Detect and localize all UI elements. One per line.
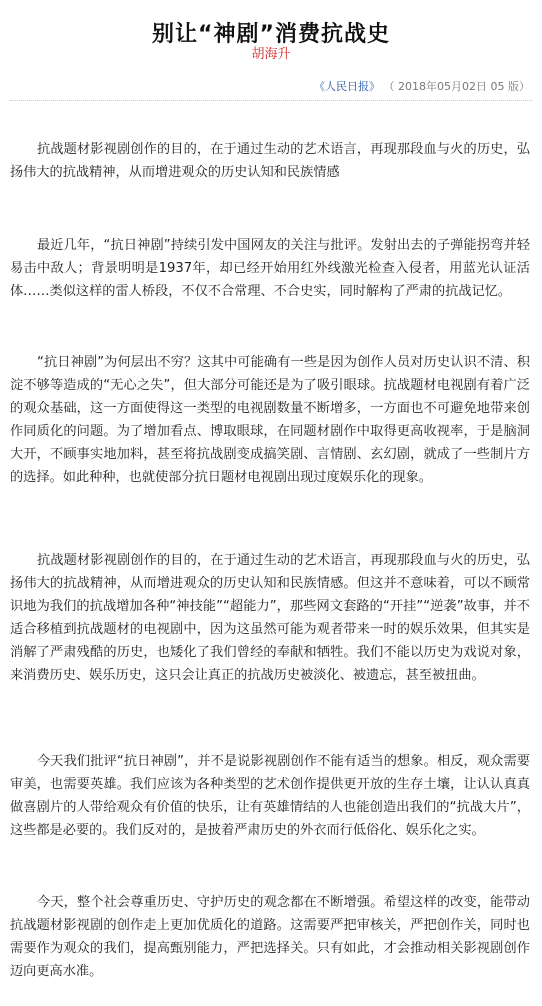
article-paragraph: “抗日神剧”为何层出不穷？这其中可能确有一些是因为创作人员对历史认识不清、积淀不够等造成的“无心之失”，但大部分可能还是为了吸引眼球。抗战题材电视剧有着广泛的观众基础，这一方面使得这一类型的电视剧数量不断增多，一方面也不可避免地带来创作同质化的问题。为了增加看点、博取眼球，在同题材剧作中取得更高收视率，于是脑洞大开，不顾事实地加料，甚至将抗战剧变成搞笑剧、言情剧、玄幻剧，就成了一些制片方的选择。如此种种，也就使部分抗日题材电视剧出现过度娱乐化的现象。 xyxy=(10,355,530,485)
article-paragraph: 今天我们批评“抗日神剧”，并不是说影视剧创作不能有适当的想象。相反，观众需要审美，也需要英雄。我们应该为各种类型的艺术创作提供更开放的生存土壤，让认认真真做喜剧片的人带给观众有价值的快乐，让有英雄情结的人也能创造出我们的“抗战大片”，这些都是必要的。我们反对的，是披着严肃历史的外衣而行低俗化、娱乐化之实。 xyxy=(10,754,530,838)
article-author: 胡海升 xyxy=(251,47,291,62)
article-paragraph: 最近几年，“抗日神剧”持续引发中国网友的关注与批评。发射出去的子弹能拐弯并轻易击中敌人；背景明明是1937年，却已经开始用红外线激光检查入侵者，用蓝光认证活体……类似这样的雷人桥段，不仅不合常理、不合史实，同时解构了严肃的抗战记忆。 xyxy=(10,238,530,299)
article-title: 别让“神剧”消费抗战史 xyxy=(152,21,390,47)
article-paragraph: 抗战题材影视剧创作的目的，在于通过生动的艺术语言，再现那段血与火的历史，弘扬伟大的抗战精神，从而增进观众的历史认知和民族情感。但这并不意味着，可以不顾常识地为我们的抗战增加各种“神技能”“超能力”，那些网文套路的“开挂”“逆袭”故事，并不适合移植到抗战题材的电视剧中，因为这虽然可能为观者带来一时的娱乐效果，但其实是消解了严肃残酷的历史，也矮化了我们曾经的奉献和牺牲。我们不能以历史为戏说对象，来消费历史、娱乐历史，这只会让真正的抗战历史被淡化、被遗忘，甚至被扭曲。 xyxy=(10,553,530,683)
source-paper-link[interactable]: 《人民日报》 xyxy=(314,80,381,93)
article-paragraph-lead: 抗战题材影视剧创作的目的，在于通过生动的艺术语言，再现那段血与火的历史，弘扬伟大的抗战精神，从而增进观众的历史认知和民族情感 xyxy=(10,142,530,180)
article-source xyxy=(314,79,530,95)
article-paragraph: 今天，整个社会尊重历史、守护历史的观念都在不断增强。希望这样的改变，能带动抗战题材影视剧的创作走上更加优质化的道路。这需要严把审核关，严把创作关，同时也需要作为观众的我们，提高甄别能力，严把选择关。只有如此，才会推动相关影视剧创作迈向更高水准。 xyxy=(10,895,530,979)
header-divider xyxy=(10,100,532,101)
source-date-page: （ 2018年05月02日 05 版） xyxy=(383,80,530,93)
